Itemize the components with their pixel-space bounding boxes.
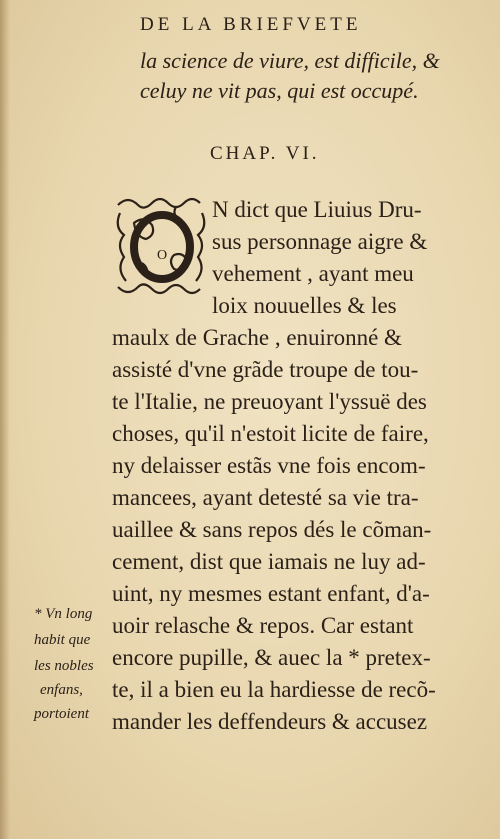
chapter-heading: CHAP. VI. <box>210 143 320 164</box>
body-line: choses, qu'il n'estoit licite de faire, <box>112 421 429 446</box>
intro-line: celuy ne vit pas, qui est occupé. <box>140 78 419 103</box>
body-line: cement, dist que iamais ne luy ad- <box>112 549 426 574</box>
body-line: uoir relasche & repos. Car estant <box>112 613 414 638</box>
body-line: te l'Italie, ne preuoyant l'yssuë des <box>112 389 427 414</box>
body-line: maulx de Grache , enuironné & <box>112 325 402 350</box>
body-line: mancees, ayant detesté sa vie tra- <box>112 485 419 510</box>
margin-note-line: enfans, <box>40 682 83 698</box>
intro-line: la science de viure, est difficile, & <box>140 48 440 73</box>
body-line: te, il a bien eu la hardiesse de recõ- <box>112 677 436 702</box>
body-line: uaillee & sans repos dés le cõman- <box>112 517 432 542</box>
margin-note-line: habit que <box>34 632 91 648</box>
margin-note-line: portoient <box>34 706 89 722</box>
page-gutter-shadow <box>0 0 10 839</box>
drop-cap-letter: O <box>156 248 168 263</box>
body-line: N dict que Liuius Dru- <box>212 197 422 222</box>
body-line: encore pupille, & auec la * pretex- <box>112 645 431 670</box>
body-line: uint, ny mesmes estant enfant, d'a- <box>112 581 430 606</box>
margin-note-line: * Vn long <box>34 606 93 622</box>
running-head: DE LA BRIEFVETE <box>140 14 362 35</box>
margin-note-line: les nobles <box>34 658 94 674</box>
ornamental-initial-o <box>112 193 208 297</box>
body-line: ny delaisser estãs vne fois encom- <box>112 453 426 478</box>
body-line: loix nouuelles & les <box>212 293 397 318</box>
initial-o-ring <box>134 215 190 279</box>
body-line: vehement , ayant meu <box>212 261 414 286</box>
body-line: assisté d'vne grãde troupe de tou- <box>112 357 419 382</box>
body-line: sus personnage aigre & <box>212 229 428 254</box>
body-line: mander les deffendeurs & accusez <box>112 709 428 734</box>
